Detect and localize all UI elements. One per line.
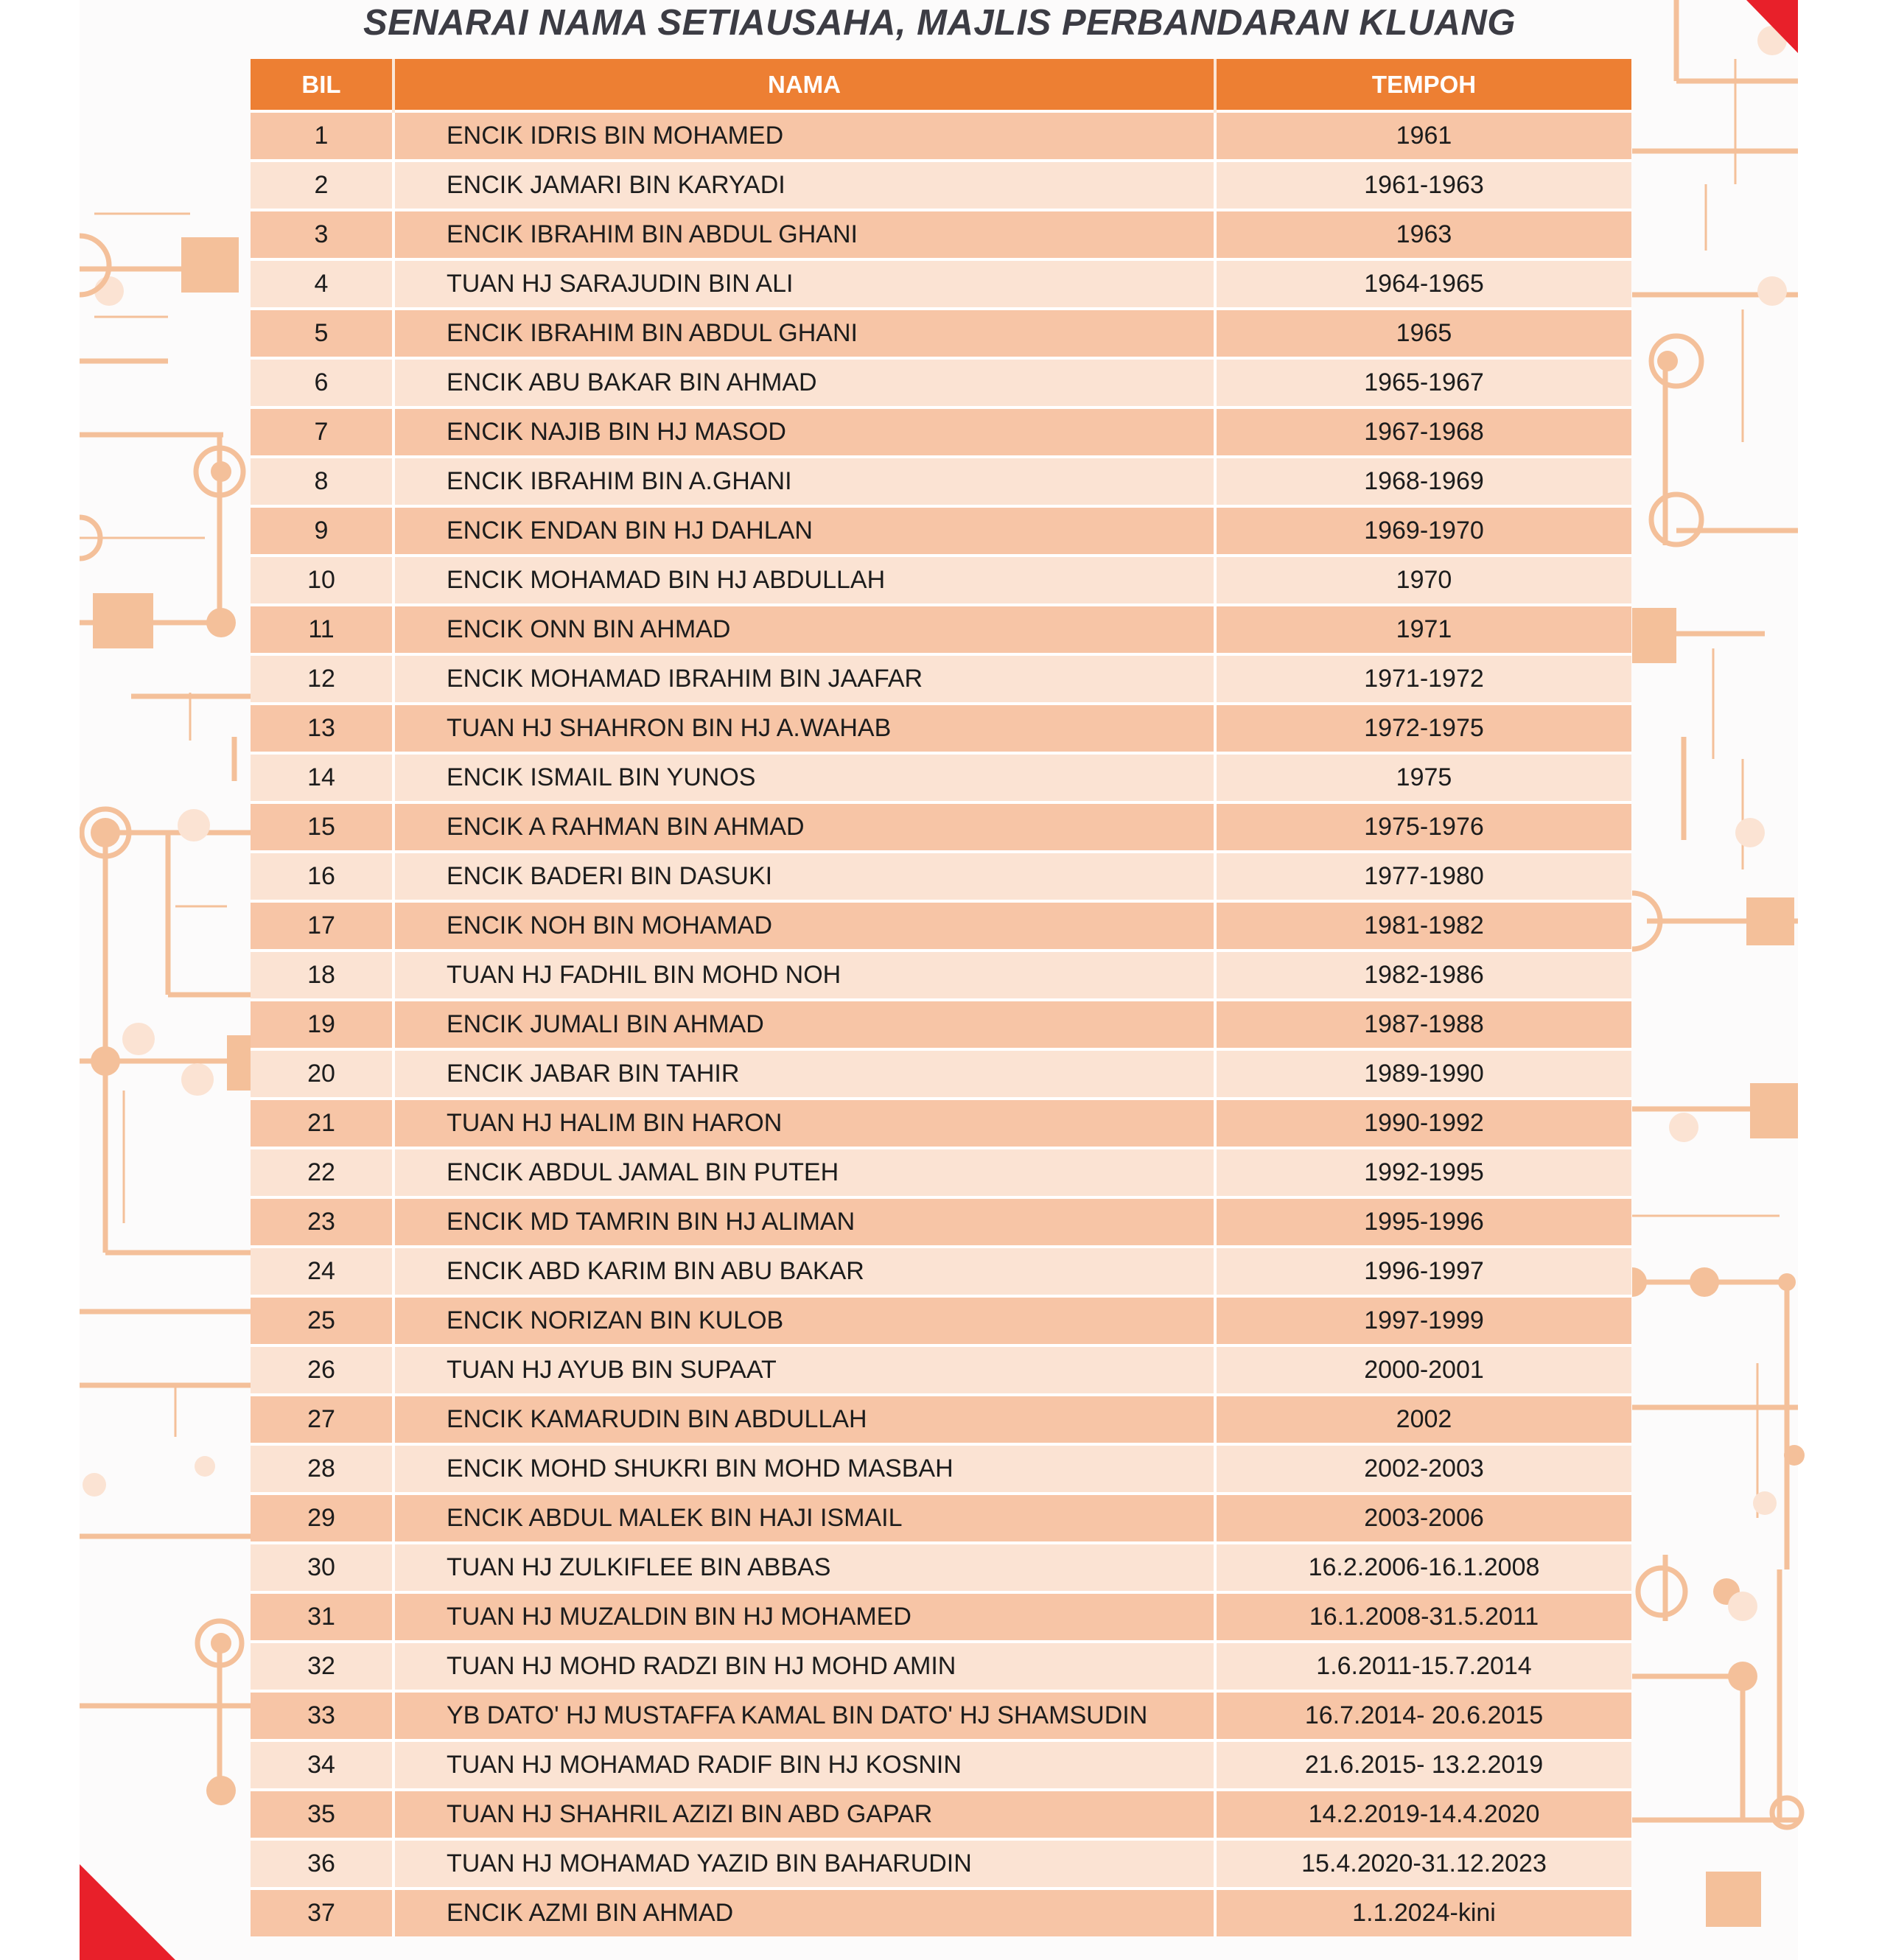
table-header-row bbox=[251, 59, 1631, 111]
cell-bil: 3 bbox=[251, 210, 393, 259]
cell-bil: 5 bbox=[251, 309, 393, 358]
table-row bbox=[251, 309, 1631, 358]
cell-tempoh: 1975 bbox=[1215, 753, 1631, 802]
cell-bil: 6 bbox=[251, 358, 393, 407]
column-header-tempoh: TEMPOH bbox=[1215, 59, 1631, 111]
table-row bbox=[251, 1395, 1631, 1444]
cell-bil: 28 bbox=[251, 1444, 393, 1494]
corner-accent-top-right bbox=[1746, 0, 1798, 53]
cell-tempoh: 16.7.2014- 20.6.2015 bbox=[1215, 1691, 1631, 1740]
table-row bbox=[251, 358, 1631, 407]
cell-bil: 17 bbox=[251, 901, 393, 951]
cell-nama: TUAN HJ MUZALDIN BIN HJ MOHAMED bbox=[393, 1592, 1215, 1642]
table-header bbox=[251, 59, 1631, 111]
table-row bbox=[251, 1839, 1631, 1889]
cell-bil: 10 bbox=[251, 556, 393, 605]
cell-nama: ENCIK IBRAHIM BIN ABDUL GHANI bbox=[393, 309, 1215, 358]
table-row bbox=[251, 161, 1631, 210]
cell-tempoh: 1971 bbox=[1215, 605, 1631, 654]
cell-bil: 12 bbox=[251, 654, 393, 704]
cell-nama: ENCIK IDRIS BIN MOHAMED bbox=[393, 111, 1215, 161]
cell-nama: ENCIK A RAHMAN BIN AHMAD bbox=[393, 802, 1215, 852]
cell-tempoh: 1996-1997 bbox=[1215, 1247, 1631, 1296]
cell-bil: 16 bbox=[251, 852, 393, 901]
cell-nama: ENCIK KAMARUDIN BIN ABDULLAH bbox=[393, 1395, 1215, 1444]
cell-nama: ENCIK ENDAN BIN HJ DAHLAN bbox=[393, 506, 1215, 556]
cell-tempoh: 16.1.2008-31.5.2011 bbox=[1215, 1592, 1631, 1642]
cell-tempoh: 1975-1976 bbox=[1215, 802, 1631, 852]
cell-nama: YB DATO' HJ MUSTAFFA KAMAL BIN DATO' HJ SHAMSUDIN bbox=[393, 1691, 1215, 1740]
cell-tempoh: 16.2.2006-16.1.2008 bbox=[1215, 1543, 1631, 1592]
cell-tempoh: 1997-1999 bbox=[1215, 1296, 1631, 1345]
cell-tempoh: 1967-1968 bbox=[1215, 407, 1631, 457]
cell-tempoh: 1972-1975 bbox=[1215, 704, 1631, 753]
cell-nama: ENCIK AZMI BIN AHMAD bbox=[393, 1889, 1215, 1936]
cell-tempoh: 1992-1995 bbox=[1215, 1148, 1631, 1197]
cell-nama: TUAN HJ MOHAMAD RADIF BIN HJ KOSNIN bbox=[393, 1740, 1215, 1790]
cell-tempoh: 1977-1980 bbox=[1215, 852, 1631, 901]
table-body bbox=[251, 111, 1631, 1936]
cell-bil: 37 bbox=[251, 1889, 393, 1936]
table-row bbox=[251, 1099, 1631, 1148]
table-row bbox=[251, 210, 1631, 259]
table-row bbox=[251, 556, 1631, 605]
cell-bil: 34 bbox=[251, 1740, 393, 1790]
cell-tempoh: 1961-1963 bbox=[1215, 161, 1631, 210]
cell-bil: 29 bbox=[251, 1494, 393, 1543]
cell-nama: TUAN HJ MOHAMAD YAZID BIN BAHARUDIN bbox=[393, 1839, 1215, 1889]
cell-nama: TUAN HJ FADHIL BIN MOHD NOH bbox=[393, 951, 1215, 1000]
cell-bil: 13 bbox=[251, 704, 393, 753]
cell-nama: TUAN HJ AYUB BIN SUPAAT bbox=[393, 1345, 1215, 1395]
table-row bbox=[251, 111, 1631, 161]
table-row bbox=[251, 407, 1631, 457]
cell-nama: TUAN HJ ZULKIFLEE BIN ABBAS bbox=[393, 1543, 1215, 1592]
table-row bbox=[251, 457, 1631, 506]
cell-tempoh: 21.6.2015- 13.2.2019 bbox=[1215, 1740, 1631, 1790]
cell-nama: ENCIK ONN BIN AHMAD bbox=[393, 605, 1215, 654]
cell-bil: 35 bbox=[251, 1790, 393, 1839]
cell-nama: ENCIK NORIZAN BIN KULOB bbox=[393, 1296, 1215, 1345]
table-row bbox=[251, 1000, 1631, 1049]
cell-tempoh: 1981-1982 bbox=[1215, 901, 1631, 951]
cell-bil: 24 bbox=[251, 1247, 393, 1296]
cell-nama: ENCIK MOHAMAD BIN HJ ABDULLAH bbox=[393, 556, 1215, 605]
cell-tempoh: 1987-1988 bbox=[1215, 1000, 1631, 1049]
cell-bil: 22 bbox=[251, 1148, 393, 1197]
cell-tempoh: 1970 bbox=[1215, 556, 1631, 605]
cell-nama: ENCIK JUMALI BIN AHMAD bbox=[393, 1000, 1215, 1049]
table-row bbox=[251, 1494, 1631, 1543]
cell-tempoh: 1989-1990 bbox=[1215, 1049, 1631, 1099]
cell-bil: 8 bbox=[251, 457, 393, 506]
table-row bbox=[251, 1691, 1631, 1740]
cell-bil: 30 bbox=[251, 1543, 393, 1592]
cell-nama: ENCIK MOHD SHUKRI BIN MOHD MASBAH bbox=[393, 1444, 1215, 1494]
cell-tempoh: 1995-1996 bbox=[1215, 1197, 1631, 1247]
table-row bbox=[251, 259, 1631, 309]
cell-bil: 36 bbox=[251, 1839, 393, 1889]
table-row bbox=[251, 1247, 1631, 1296]
cell-nama: ENCIK ABU BAKAR BIN AHMAD bbox=[393, 358, 1215, 407]
cell-nama: ENCIK MD TAMRIN BIN HJ ALIMAN bbox=[393, 1197, 1215, 1247]
cell-nama: ENCIK ABD KARIM BIN ABU BAKAR bbox=[393, 1247, 1215, 1296]
cell-tempoh: 14.2.2019-14.4.2020 bbox=[1215, 1790, 1631, 1839]
cell-nama: ENCIK JAMARI BIN KARYADI bbox=[393, 161, 1215, 210]
cell-nama: ENCIK BADERI BIN DASUKI bbox=[393, 852, 1215, 901]
table-row bbox=[251, 802, 1631, 852]
table-row bbox=[251, 1642, 1631, 1691]
secretary-table-container bbox=[251, 59, 1631, 1936]
cell-tempoh: 1965-1967 bbox=[1215, 358, 1631, 407]
secretary-table bbox=[251, 59, 1631, 1936]
cell-bil: 21 bbox=[251, 1099, 393, 1148]
table-row bbox=[251, 1790, 1631, 1839]
table-row bbox=[251, 852, 1631, 901]
table-row bbox=[251, 1345, 1631, 1395]
table-row bbox=[251, 753, 1631, 802]
page-title: SENARAI NAMA SETIAUSAHA, MAJLIS PERBANDARAN KLUANG bbox=[363, 3, 1516, 43]
cell-bil: 31 bbox=[251, 1592, 393, 1642]
cell-bil: 15 bbox=[251, 802, 393, 852]
cell-bil: 26 bbox=[251, 1345, 393, 1395]
column-header-nama: NAMA bbox=[393, 59, 1215, 111]
cell-bil: 9 bbox=[251, 506, 393, 556]
cell-bil: 19 bbox=[251, 1000, 393, 1049]
cell-nama: ENCIK IBRAHIM BIN A.GHANI bbox=[393, 457, 1215, 506]
cell-tempoh: 1965 bbox=[1215, 309, 1631, 358]
cell-bil: 1 bbox=[251, 111, 393, 161]
cell-nama: TUAN HJ SHAHRON BIN HJ A.WAHAB bbox=[393, 704, 1215, 753]
table-row bbox=[251, 1543, 1631, 1592]
cell-tempoh: 1969-1970 bbox=[1215, 506, 1631, 556]
cell-nama: TUAN HJ SARAJUDIN BIN ALI bbox=[393, 259, 1215, 309]
cell-tempoh: 2002 bbox=[1215, 1395, 1631, 1444]
cell-tempoh: 2003-2006 bbox=[1215, 1494, 1631, 1543]
table-row bbox=[251, 1049, 1631, 1099]
cell-tempoh: 1963 bbox=[1215, 210, 1631, 259]
cell-bil: 4 bbox=[251, 259, 393, 309]
table-row bbox=[251, 704, 1631, 753]
table-row bbox=[251, 951, 1631, 1000]
table-row bbox=[251, 1148, 1631, 1197]
circuit-decoration-left bbox=[80, 0, 253, 1960]
cell-bil: 2 bbox=[251, 161, 393, 210]
cell-tempoh: 1971-1972 bbox=[1215, 654, 1631, 704]
cell-tempoh: 2002-2003 bbox=[1215, 1444, 1631, 1494]
cell-tempoh: 1982-1986 bbox=[1215, 951, 1631, 1000]
cell-bil: 7 bbox=[251, 407, 393, 457]
cell-nama: ENCIK NOH BIN MOHAMAD bbox=[393, 901, 1215, 951]
cell-nama: ENCIK ABDUL MALEK BIN HAJI ISMAIL bbox=[393, 1494, 1215, 1543]
cell-tempoh: 2000-2001 bbox=[1215, 1345, 1631, 1395]
cell-bil: 20 bbox=[251, 1049, 393, 1099]
cell-nama: TUAN HJ MOHD RADZI BIN HJ MOHD AMIN bbox=[393, 1642, 1215, 1691]
table-row bbox=[251, 654, 1631, 704]
cell-tempoh: 1964-1965 bbox=[1215, 259, 1631, 309]
cell-bil: 27 bbox=[251, 1395, 393, 1444]
cell-nama: ENCIK ABDUL JAMAL BIN PUTEH bbox=[393, 1148, 1215, 1197]
table-row bbox=[251, 1444, 1631, 1494]
table-row bbox=[251, 1592, 1631, 1642]
cell-tempoh: 1968-1969 bbox=[1215, 457, 1631, 506]
cell-bil: 23 bbox=[251, 1197, 393, 1247]
cell-bil: 25 bbox=[251, 1296, 393, 1345]
cell-tempoh: 1.1.2024-kini bbox=[1215, 1889, 1631, 1936]
cell-nama: ENCIK ISMAIL BIN YUNOS bbox=[393, 753, 1215, 802]
cell-tempoh: 1961 bbox=[1215, 111, 1631, 161]
table-row bbox=[251, 605, 1631, 654]
cell-nama: TUAN HJ HALIM BIN HARON bbox=[393, 1099, 1215, 1148]
cell-bil: 18 bbox=[251, 951, 393, 1000]
cell-tempoh: 15.4.2020-31.12.2023 bbox=[1215, 1839, 1631, 1889]
cell-bil: 11 bbox=[251, 605, 393, 654]
cell-nama: ENCIK MOHAMAD IBRAHIM BIN JAAFAR bbox=[393, 654, 1215, 704]
table-row bbox=[251, 1889, 1631, 1936]
table-row bbox=[251, 1296, 1631, 1345]
cell-nama: ENCIK NAJIB BIN HJ MASOD bbox=[393, 407, 1215, 457]
cell-tempoh: 1990-1992 bbox=[1215, 1099, 1631, 1148]
cell-nama: ENCIK JABAR BIN TAHIR bbox=[393, 1049, 1215, 1099]
corner-accent-bottom-left bbox=[80, 1864, 175, 1960]
cell-nama: TUAN HJ SHAHRIL AZIZI BIN ABD GAPAR bbox=[393, 1790, 1215, 1839]
cell-bil: 33 bbox=[251, 1691, 393, 1740]
column-header-bil: BIL bbox=[251, 59, 393, 111]
circuit-decoration-right bbox=[1632, 0, 1805, 1960]
table-row bbox=[251, 1740, 1631, 1790]
table-row bbox=[251, 1197, 1631, 1247]
cell-tempoh: 1.6.2011-15.7.2014 bbox=[1215, 1642, 1631, 1691]
cell-bil: 14 bbox=[251, 753, 393, 802]
cell-nama: ENCIK IBRAHIM BIN ABDUL GHANI bbox=[393, 210, 1215, 259]
cell-bil: 32 bbox=[251, 1642, 393, 1691]
table-row bbox=[251, 901, 1631, 951]
table-row bbox=[251, 506, 1631, 556]
